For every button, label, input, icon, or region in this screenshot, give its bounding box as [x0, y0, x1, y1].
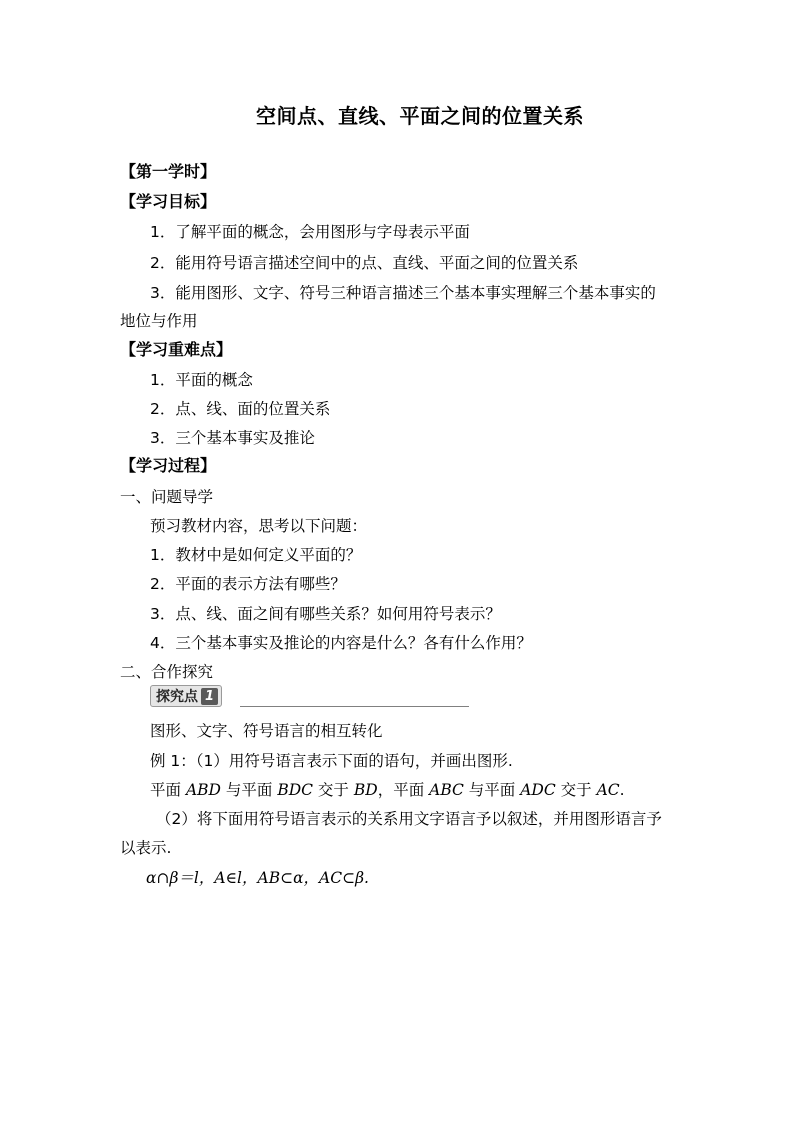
question-item: 4．三个基本事实及推论的内容是什么？各有什么作用？ — [150, 634, 532, 652]
question-item: 3．点、线、面之间有哪些关系？如何用符号表示？ — [150, 605, 501, 623]
line-name: BD — [353, 781, 378, 799]
question-item: 2．平面的表示方法有哪些？ — [150, 575, 346, 593]
plane-name: ABC — [429, 781, 464, 799]
explore-point-badge — [150, 685, 470, 709]
key-point-item: 1．平面的概念 — [150, 371, 253, 389]
statement-text: . — [619, 781, 625, 799]
statement-text: 与平面 — [463, 781, 521, 799]
statement-text: 与平面 — [220, 781, 278, 799]
objective-item-continuation: 地位与作用 — [120, 312, 198, 330]
statement-text: 交于 — [555, 781, 597, 799]
lesson-heading: 【第一学时】 — [120, 162, 217, 181]
explore-point-number: 1 — [201, 688, 218, 705]
explore-point-label: 探究点 — [156, 689, 198, 705]
statement-text: 平面 — [150, 781, 186, 799]
plane-name: BDC — [277, 781, 313, 799]
badge-underline — [240, 706, 469, 707]
part1-heading: 一、问题导学 — [120, 488, 214, 506]
explore-point-label-box — [150, 685, 222, 707]
objective-item: 2．能用符号语言描述空间中的点、直线、平面之间的位置关系 — [150, 254, 579, 272]
plane-name: ADC — [520, 781, 556, 799]
objective-item: 3．能用图形、文字、符号三种语言描述三个基本事实理解三个基本事实的 — [150, 284, 656, 302]
statement-text: 交于 — [313, 781, 354, 799]
plane-name: ABD — [185, 781, 221, 799]
example-1-part2-continuation: 以表示. — [120, 839, 172, 857]
part2-heading: 二、合作探究 — [120, 663, 214, 681]
process-heading: 【学习过程】 — [120, 456, 217, 475]
statement-text: ，平面 — [377, 781, 430, 799]
example-1-part1: 例 1：（1）用符号语言表示下面的语句，并画出图形. — [150, 752, 513, 770]
objective-item: 1．了解平面的概念，会用图形与字母表示平面 — [150, 223, 470, 241]
key-points-heading: 【学习重难点】 — [120, 340, 233, 359]
key-point-item: 3．三个基本事实及推论 — [150, 429, 315, 447]
part1-intro: 预习教材内容，思考以下问题： — [150, 517, 368, 535]
key-point-item: 2．点、线、面的位置关系 — [150, 400, 331, 418]
line-name: AC — [596, 781, 620, 799]
symbolic-formula: α∩β＝l，A∈l，AB⊂α，AC⊂β. — [146, 869, 369, 887]
example-1-statement — [150, 780, 625, 800]
example-1-part2: （2）将下面用符号语言表示的关系用文字语言予以叙述，并用图形语言予 — [156, 810, 662, 828]
question-item: 1．教材中是如何定义平面的？ — [150, 546, 362, 564]
page-title: 空间点、直线、平面之间的位置关系 — [256, 104, 584, 128]
topic-text: 图形、文字、符号语言的相互转化 — [150, 722, 383, 740]
objectives-heading: 【学习目标】 — [120, 192, 217, 211]
